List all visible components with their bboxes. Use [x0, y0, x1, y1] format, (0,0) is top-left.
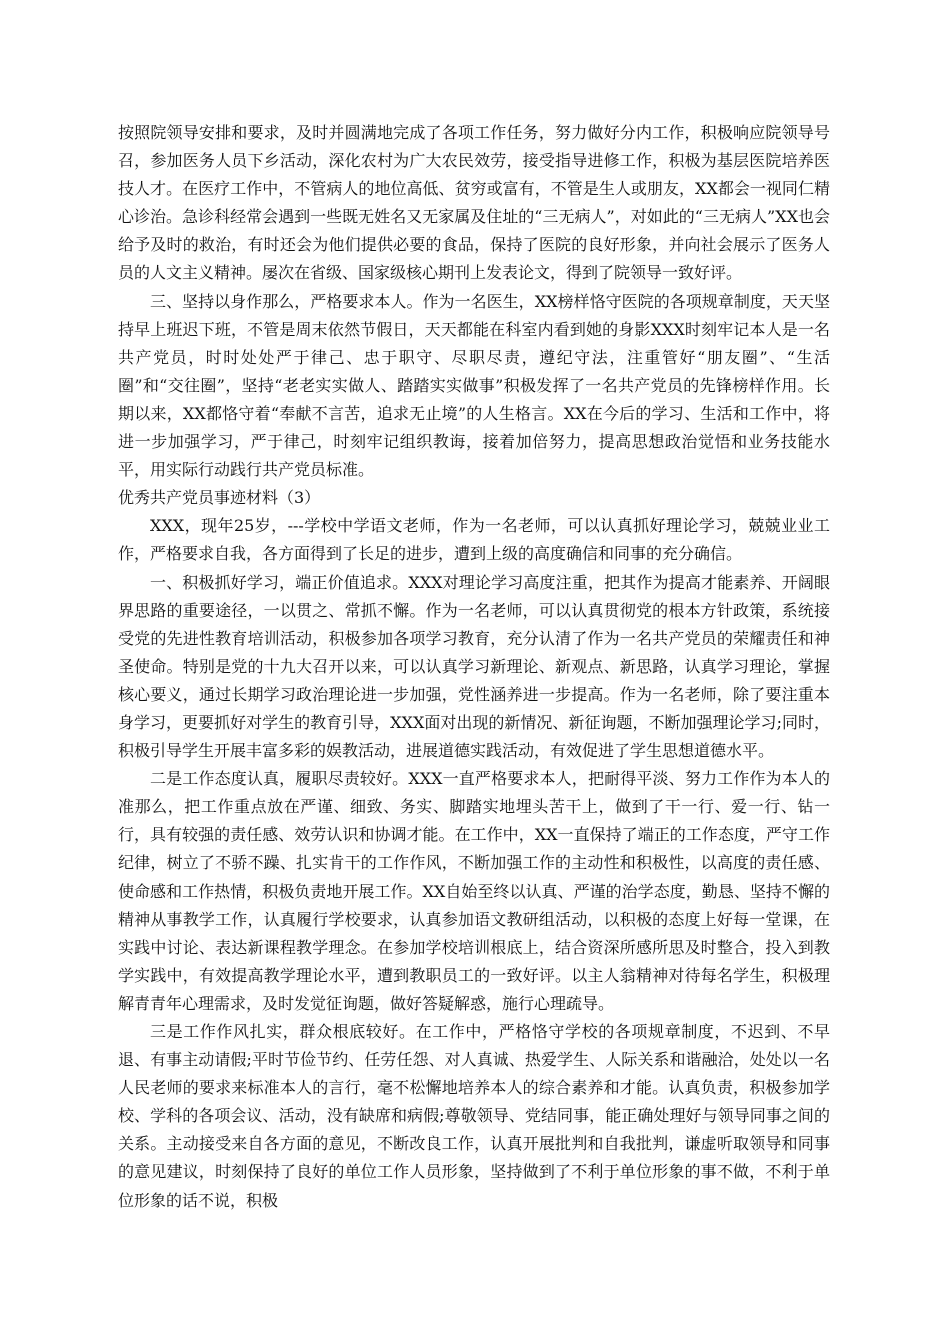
paragraph-3: XXX，现年25岁，---学校中学语文老师，作为一名老师，可以认真抓好理论学习，兢兢业业工作，严格要求自我，各方面得到了长足的进步，遭到上级的高度确信和同事的充分确信。	[118, 516, 830, 564]
section-heading: 优秀共产党员事迹材料（3）	[118, 488, 321, 508]
document-page	[118, 119, 830, 1215]
paragraph-1: 按照院领导安排和要求，及时并圆满地完成了各项工作任务，努力做好分内工作，积极响应院领导号召，参加医务人员下乡活动，深化农村为广大农民效劳，接受指导进修工作，积极为基层医院培养医技人才。在医疗工作中，不管病人的地位高低、贫穷或富有，不管是生人或朋友，XX都会一视同仁精心诊治。急诊科经常会遇到一些既无姓名又无家属及住址的“三无病人”，对如此的“三无病人”XX也会给予及时的救治，有时还会为他们提供必要的食品，保持了医院的良好形象，并向社会展示了医务人员的人文主义精神。屡次在省级、国家级核心期刊上发表论文，得到了院领导一致好评。	[118, 123, 830, 283]
paragraph-6: 三是工作作风扎实，群众根底较好。在工作中，严格恪守学校的各项规章制度，不迟到、不早退、有事主动请假;平时节俭节约、任劳任怨、对人真诚、热爱学生、人际关系和谐融洽，处处以一名人民老师的要求来标准本人的言行，毫不松懈地培养本人的综合素养和才能。认真负责，积极参加学校、学科的各项会议、活动，没有缺席和病假;尊敬领导、党结同事，能正确处理好与领导同事之间的关系。主动接受来自各方面的意见，不断改良工作，认真开展批判和自我批判，谦虚听取领导和同事的意见建议，时刻保持了良好的单位工作人员形象，坚持做到了不利于单位形象的事不做，不利于单位形象的话不说，积极	[118, 1022, 830, 1210]
paragraph-5: 二是工作态度认真，履职尽责较好。XXX一直严格要求本人，把耐得平淡、努力工作作为本人的准那么，把工作重点放在严谨、细致、务实、脚踏实地埋头苦干上，做到了干一行、爱一行、钻一行，具有较强的责任感、效劳认识和协调才能。在工作中，XX一直保持了端正的工作态度，严守工作纪律，树立了不骄不躁、扎实肯干的工作作风，不断加强工作的主动性和积极性，以高度的责任感、使命感和工作热情，积极负责地开展工作。XX自始至终以认真、严谨的治学态度，勤恳、坚持不懈的精神从事教学工作，认真履行学校要求，认真参加语文教研组活动，以积极的态度上好每一堂课，在实践中讨论、表达新课程教学理念。在参加学校培训根底上，结合资深所感所思及时整合，投入到教学实践中，有效提高教学理论水平，遭到教职员工的一致好评。以主人翁精神对待每名学生，积极理解青青年心理需求，及时发觉征询题，做好答疑解惑，施行心理疏导。	[118, 769, 830, 1013]
paragraph-4: 一、积极抓好学习，端正价值追求。XXX对理论学习高度注重，把其作为提高才能素养、开阔眼界思路的重要途径，一以贯之、常抓不懈。作为一名老师，可以认真贯彻党的根本方针政策，系统接受党的先进性教育培训活动，积极参加各项学习教育，充分认清了作为一名共产党员的荣耀责任和神圣使命。特别是党的十九大召开以来，可以认真学习新理论、新观点、新思路，认真学习理论，掌握核心要义，通过长期学习政治理论进一步加强，党性涵养进一步提高。作为一名老师，除了要注重本身学习，更要抓好对学生的教育引导，XXX面对出现的新情况、新征询题，不断加强理论学习;同时，积极引导学生开展丰富多彩的娱教活动，进展道德实践活动，有效促进了学生思想道德水平。	[118, 572, 830, 761]
paragraph-2: 三、坚持以身作那么，严格要求本人。作为一名医生，XX榜样恪守医院的各项规章制度，天天坚持早上班迟下班，不管是周末依然节假日，天天都能在科室内看到她的身影XXX时刻牢记本人是一名共产党员，时时处处严于律己、忠于职守、尽职尽责，遵纪守法，注重管好“朋友圈”、“生活圈”和“交往圈”，坚持“老老实实做人、踏踏实实做事”积极发挥了一名共产党员的先锋榜样作用。长期以来，XX都恪守着“奉献不言苦，追求无止境”的人生格言。XX在今后的学习、生活和工作中，将进一步加强学习，严于律己，时刻牢记组织教诲，接着加倍努力，提高思想政治觉悟和业务技能水平，用实际行动践行共产党员标准。	[118, 291, 830, 480]
